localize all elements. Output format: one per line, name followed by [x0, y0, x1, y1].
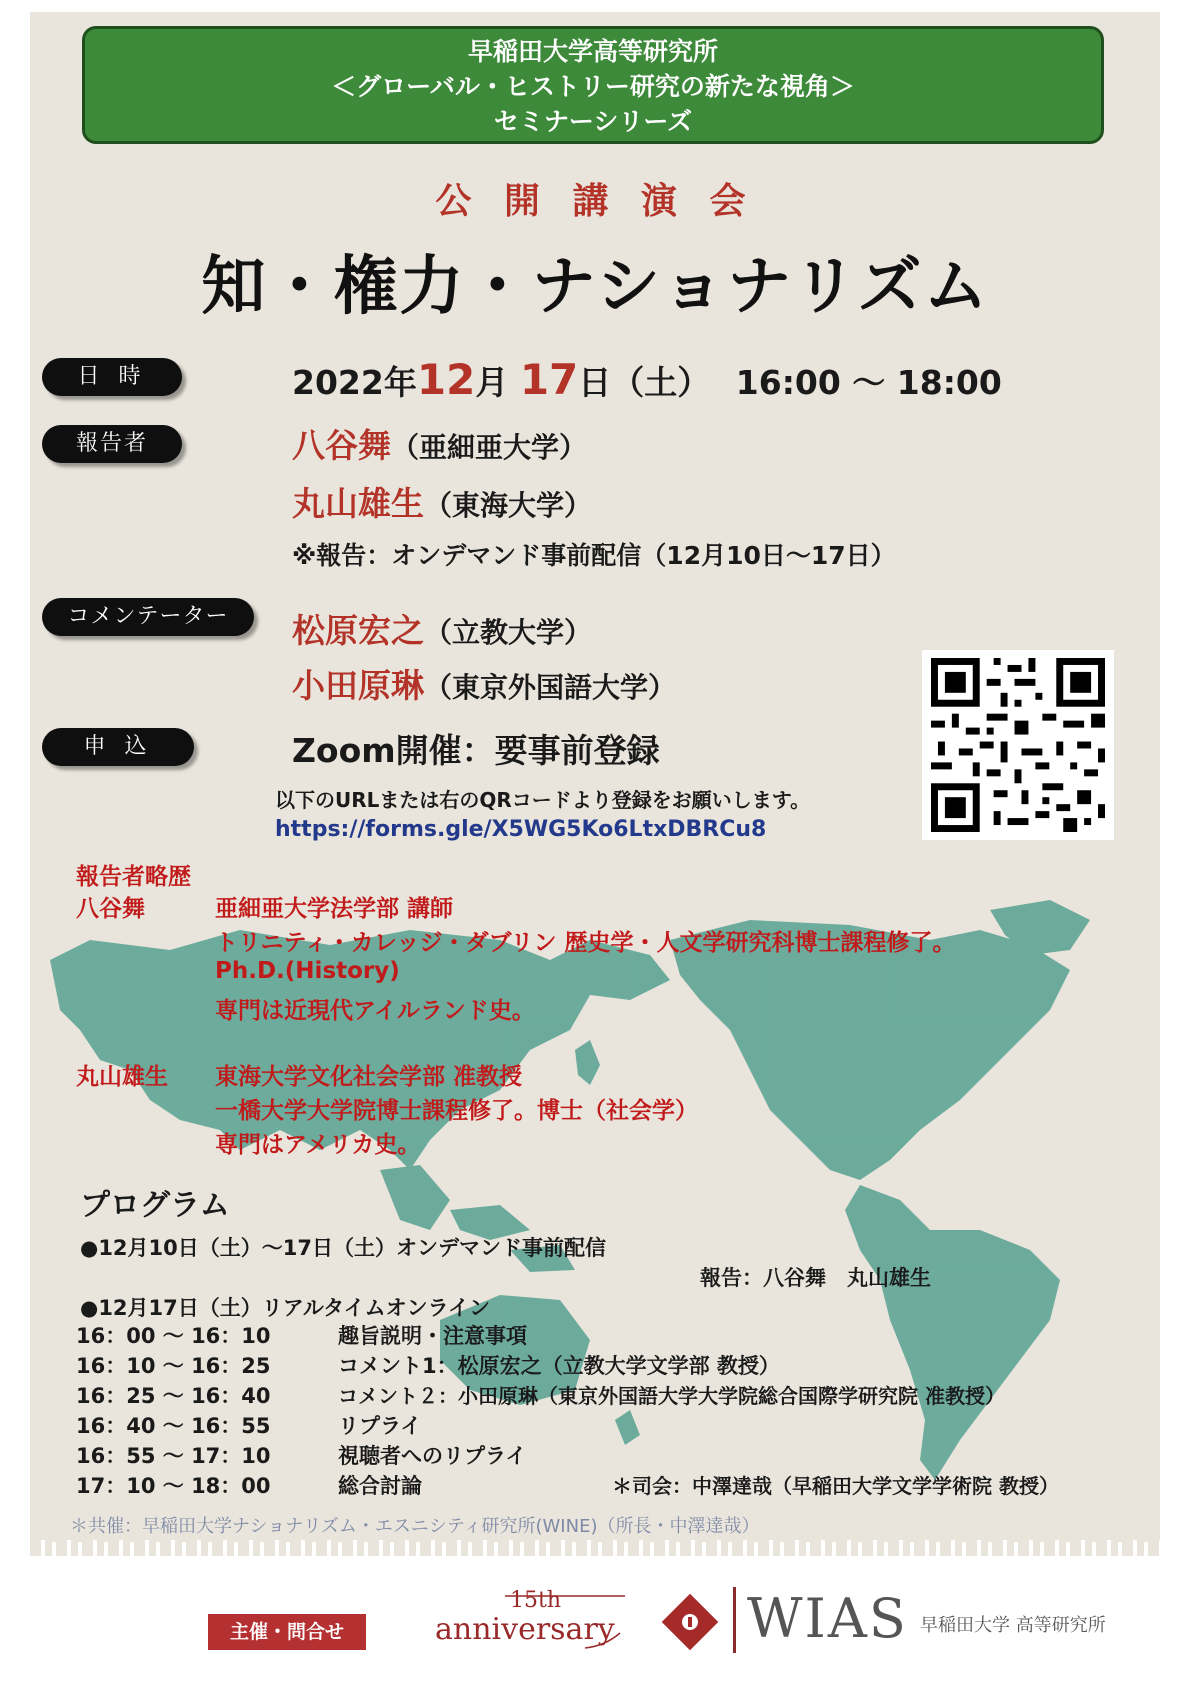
bio-line: 専門は近現代アイルランド史。: [215, 998, 535, 1024]
schedule-item: コメント1：松原宏之（立教大学文学部 教授）: [338, 1354, 780, 1378]
registration-link[interactable]: https://forms.gle/X5WG5Ko6LtxDBRCu8: [275, 817, 767, 842]
bio-line: Ph.D.(History): [215, 958, 400, 984]
schedule-item: コメント２：小田原琳（東京外国語大学大学院総合国際学研究院 准教授）: [338, 1384, 1005, 1408]
program-day2: ●12月17日（土）リアルタイムオンライン: [80, 1296, 491, 1320]
bio-line: トリニティ・カレッジ・ダブリン 歴史学・人文学研究科博士課程修了。: [215, 930, 956, 956]
program-day1: ●12月10日（土）～17日（土）オンデマンド事前配信: [80, 1236, 606, 1260]
organizer-badge: 主催・問合せ: [208, 1614, 366, 1650]
schedule-time: 16：55 ～ 17：10: [76, 1444, 271, 1468]
commentator-2: [292, 660, 676, 707]
schedule-time: 16：10 ～ 16：25: [76, 1354, 271, 1378]
speaker-2: [292, 478, 592, 525]
schedule-item: 趣旨説明・注意事項: [338, 1324, 527, 1348]
schedule-item: リプライ: [338, 1414, 422, 1438]
bio-name: 八谷舞: [76, 896, 145, 922]
wias-logo: [655, 1585, 1125, 1660]
anniversary-swoosh-icon: [435, 1588, 635, 1658]
schedule-time: 17：10 ～ 18：00: [76, 1474, 271, 1498]
event-day-unit: 日（土）: [578, 363, 711, 402]
program-heading: プログラム: [80, 1188, 230, 1223]
schedule-item: 総合討論: [338, 1474, 422, 1498]
speaker-affiliation: （東海大学）: [424, 489, 593, 522]
bio-name: 丸山雄生: [76, 1064, 168, 1090]
bio-line: 一橋大学大学院博士課程修了。博士（社会学）: [215, 1098, 698, 1124]
page-title: 知・権力・ナショナリズム: [201, 250, 990, 324]
application-method: Zoom開催：要事前登録: [292, 731, 660, 770]
schedule-item: 視聴者へのリプライ: [338, 1444, 527, 1468]
speaker-affiliation: （亜細亜大学）: [391, 431, 588, 464]
event-time: 16:00 ～ 18:00: [735, 363, 1002, 402]
program-day1-note: 報告：八谷舞 丸山雄生: [700, 1266, 931, 1290]
commentator-affiliation: （立教大学）: [424, 616, 593, 649]
series-name: ＜グローバル・ヒストリー研究の新たな視角＞: [331, 72, 855, 101]
series-header: [82, 26, 1104, 144]
bio-line: 東海大学文化社会学部 准教授: [215, 1064, 523, 1090]
label-speakers: 報告者: [42, 425, 182, 463]
speaker-note: ※報告：オンデマンド事前配信（12月10日～17日）: [292, 541, 896, 570]
commentator-1: [292, 605, 592, 652]
application-instruction: 以下のURLまたは右のQRコードより登録をお願いします。: [275, 788, 811, 812]
institute-name: 早稲田大学高等研究所: [467, 37, 718, 66]
institute-footer-name: 早稲田大学 高等研究所: [920, 1615, 1106, 1636]
series-type: セミナーシリーズ: [493, 107, 693, 136]
cohost-note: ＊共催：早稲田大学ナショナリズム・エスニシティ研究所(WINE)（所長・中澤達哉）: [70, 1516, 760, 1537]
bio-line: 専門はアメリカ史。: [215, 1132, 421, 1158]
lecture-type: 公 開 講 演 会: [435, 181, 756, 222]
commentator-name: 小田原琳: [292, 666, 424, 705]
qr-code-image[interactable]: [922, 650, 1114, 840]
schedule-time: 16：00 ～ 16：10: [76, 1324, 271, 1348]
event-year: 2022年: [292, 363, 417, 402]
qr-code-icon: [922, 650, 1114, 840]
event-month: 12: [416, 355, 476, 404]
wias-wordmark: WIAS: [747, 1587, 908, 1650]
anniversary-logo: [435, 1588, 635, 1658]
speaker-name: 丸山雄生: [292, 484, 424, 523]
schedule-time: 16：25 ～ 16：40: [76, 1384, 271, 1408]
speaker-1: [292, 420, 587, 467]
label-commentators: コメンテーター: [42, 598, 254, 636]
commentator-name: 松原宏之: [292, 611, 424, 650]
anniversary-number: 15th: [510, 1588, 562, 1613]
speaker-name: 八谷舞: [292, 426, 391, 465]
schedule-time: 16：40 ～ 16：55: [76, 1414, 271, 1438]
event-month-unit: 月: [475, 363, 509, 402]
event-datetime: [292, 355, 1002, 404]
waseda-emblem-icon: [655, 1587, 725, 1657]
anniversary-word: anniversary: [435, 1612, 615, 1647]
label-application: 申 込: [42, 728, 194, 766]
bio-heading: 報告者略歴: [76, 864, 191, 890]
event-day: 17: [519, 355, 579, 404]
label-datetime: 日 時: [42, 358, 182, 396]
commentator-affiliation: （東京外国語大学）: [424, 671, 677, 704]
bio-line: 亜細亜大学法学部 講師: [215, 896, 454, 922]
moderator: ＊司会：中澤達哉（早稲田大学文学学術院 教授）: [612, 1474, 1059, 1498]
logo-divider: [733, 1587, 736, 1653]
